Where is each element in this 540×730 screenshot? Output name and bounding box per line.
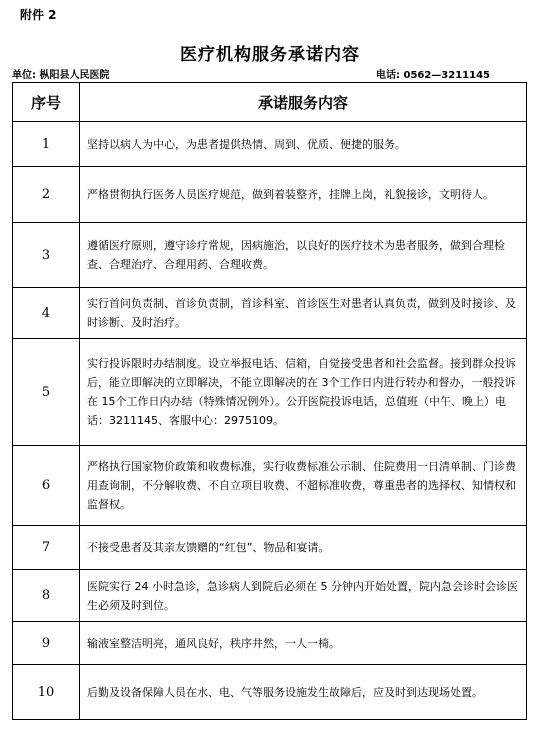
row-number: 9 xyxy=(13,622,80,665)
row-content: 严格贯彻执行医务人员医疗规范，做到着装整齐，挂牌上岗，礼貌接诊，文明待人。 xyxy=(80,167,527,223)
row-number: 7 xyxy=(13,526,80,570)
page-title: 医疗机构服务承诺内容 xyxy=(180,45,360,65)
row-number: 10 xyxy=(13,665,80,720)
row-content: 遵循医疗原则，遵守诊疗常规，因病施治，以良好的医疗技术为患者服务，做到合理检查、合理治疗、合理用药、合理收费。 xyxy=(80,223,527,288)
row-number: 5 xyxy=(13,339,80,446)
row-content: 后勤及设备保障人员在水、电、气等服务设施发生故障后，应及时到达现场处置。 xyxy=(80,665,527,720)
row-number: 6 xyxy=(13,446,80,526)
row-number: 8 xyxy=(13,570,80,622)
row-number: 1 xyxy=(13,122,80,167)
row-content: 输液室整洁明亮，通风良好，秩序井然，一人一椅。 xyxy=(80,622,527,665)
table-header-row xyxy=(13,83,527,122)
row-content: 坚持以病人为中心，为患者提供热情、周到、优质、便捷的服务。 xyxy=(80,122,527,167)
table-row xyxy=(13,526,527,570)
table-row xyxy=(13,223,527,288)
row-content: 不接受患者及其亲友馈赠的“红包”、物品和宴请。 xyxy=(80,526,527,570)
unit-label: 单位: 枞阳县人民医院 xyxy=(12,70,110,81)
row-number: 3 xyxy=(13,223,80,288)
row-content: 实行投诉限时办结制度。设立举报电话、信箱，自觉接受患者和社会监督。接到群众投诉后，能立即解决的立即解决，不能立即解决的在 3个工作日内进行转办和督办，一般投诉在 15个工作日内办结（特殊情况例外）。公开医院投诉电话，总值班（中午、晚上）电话：3211145、客服中心：2975109。 xyxy=(80,339,527,446)
table-row xyxy=(13,665,527,720)
row-number: 2 xyxy=(13,167,80,223)
commitment-table xyxy=(12,82,527,720)
attachment-label: 附件 2 xyxy=(20,8,57,22)
phone-label: 电话: 0562—3211145 xyxy=(376,70,491,81)
table-row xyxy=(13,446,527,526)
row-content: 实行首问负责制、首诊负责制，首诊科室、首诊医生对患者认真负责，做到及时接诊、及时诊断、及时治疗。 xyxy=(80,288,527,339)
column-header-number: 序号 xyxy=(13,83,80,122)
row-number: 4 xyxy=(13,288,80,339)
table-row xyxy=(13,288,527,339)
table-row xyxy=(13,339,527,446)
table-row xyxy=(13,122,527,167)
table-row xyxy=(13,622,527,665)
row-content: 医院实行 24 小时急诊，急诊病人到院后必须在 5 分钟内开始处置，院内急会诊时会诊医生必须及时到位。 xyxy=(80,570,527,622)
table-row xyxy=(13,570,527,622)
row-content: 严格执行国家物价政策和收费标准，实行收费标准公示制、住院费用一日清单制、门诊费用查询制，不分解收费、不自立项目收费、不超标准收费，尊重患者的选择权、知情权和监督权。 xyxy=(80,446,527,526)
column-header-content: 承诺服务内容 xyxy=(80,83,527,122)
table-row xyxy=(13,167,527,223)
